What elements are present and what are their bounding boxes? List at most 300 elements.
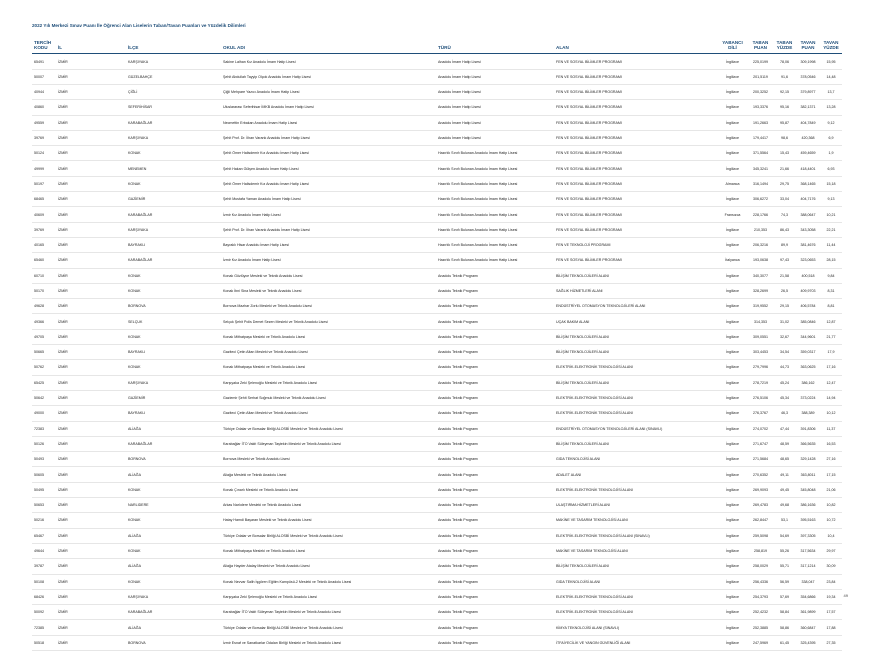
cell-top-score: 309,1998: [796, 54, 820, 69]
cell-school: Gaziteci Çetin Altan Mesleki ve Teknik Anadolu Lisesi: [221, 406, 436, 421]
cell-type: Anadolu Teknik Programı: [436, 559, 554, 574]
cell-top-percent: 17,57: [820, 605, 842, 620]
table-row: [32, 85, 842, 100]
cell-top-score: 361,9899: [796, 605, 820, 620]
table-row: [32, 161, 842, 176]
cell-province: İZMİR: [56, 268, 126, 283]
table-row: [32, 528, 842, 543]
cell-province: İZMİR: [56, 299, 126, 314]
cell-language: İngilizce: [717, 635, 748, 650]
cell-type: Anadolu Teknik Programı: [436, 543, 554, 558]
cell-district: KONAK: [126, 543, 221, 558]
table-row: [32, 222, 842, 237]
col-header-top-percent: TAVAN YÜZDE: [820, 40, 842, 54]
cell-top-score: 360,6847: [796, 620, 820, 635]
cell-base-percent: 21,58: [773, 268, 796, 283]
cell-top-percent: 29,97: [820, 543, 842, 558]
cell-language: İngilizce: [717, 100, 748, 115]
cell-base-score: 247,5969: [748, 635, 773, 650]
cell-school: Şehit Mustafa Yaman Anadolu İmam Hatip Lisesi: [221, 192, 436, 207]
cell-type: Hazırlık Sınıfı Bulunan Anadolu İmam Hatip Lisesi: [436, 176, 554, 191]
cell-language: Almanca: [717, 176, 748, 191]
cell-code: 50126: [32, 436, 56, 451]
table-row: [32, 207, 842, 222]
cell-top-score: 404,7849: [796, 115, 820, 130]
cell-province: İZMİR: [56, 513, 126, 528]
cell-base-percent: 95,16: [773, 100, 796, 115]
cell-school: Şehit Ömer Halisdemir Kız Anadolu İmam Hatip Lisesi: [221, 146, 436, 161]
cell-language: İngilizce: [717, 482, 748, 497]
cell-top-score: 378,0546: [796, 69, 820, 84]
cell-base-percent: 48,59: [773, 436, 796, 451]
cell-code: 49366: [32, 314, 56, 329]
cell-district: BAYRAKLI: [126, 406, 221, 421]
cell-base-percent: 53,1: [773, 513, 796, 528]
table-row: [32, 100, 842, 115]
cell-language: İngilizce: [717, 543, 748, 558]
cell-base-score: 271,6747: [748, 436, 773, 451]
cell-province: İZMİR: [56, 421, 126, 436]
cell-field: BİLİŞİM TEKNOLOJİLERİ ALANI: [554, 329, 717, 344]
cell-top-percent: 10,12: [820, 406, 842, 421]
cell-top-score: 404,7176: [796, 192, 820, 207]
cell-province: İZMİR: [56, 406, 126, 421]
cell-top-score: 379,8977: [796, 85, 820, 100]
cell-province: İZMİR: [56, 360, 126, 375]
table-row: [32, 390, 842, 405]
cell-field: FEN VE SOSYAL BİLİMLER PROGRAMI: [554, 207, 717, 222]
cell-province: İZMİR: [56, 635, 126, 650]
cell-base-score: 252,3885: [748, 620, 773, 635]
cell-field: FEN VE SOSYAL BİLİMLER PROGRAMI: [554, 54, 717, 69]
cell-language: İngilizce: [717, 559, 748, 574]
cell-code: 39787: [32, 559, 56, 574]
table-row: [32, 268, 842, 283]
table-row: [32, 513, 842, 528]
cell-district: BAYRAKLI: [126, 237, 221, 252]
cell-district: ALİAĞA: [126, 620, 221, 635]
cell-district: BORNOVA: [126, 635, 221, 650]
cell-base-score: 328,2699: [748, 283, 773, 298]
cell-base-percent: 78,06: [773, 54, 796, 69]
cell-province: İZMİR: [56, 528, 126, 543]
cell-base-score: 225,0199: [748, 54, 773, 69]
cell-top-percent: 13,28: [820, 100, 842, 115]
cell-language: İngilizce: [717, 268, 748, 283]
cell-district: KARŞIYAKA: [126, 130, 221, 145]
cell-base-percent: 56,59: [773, 574, 796, 589]
cell-top-percent: 23,84: [820, 574, 842, 589]
cell-top-percent: 10,21: [820, 207, 842, 222]
cell-top-score: 345,8048: [796, 482, 820, 497]
cell-province: İZMİR: [56, 100, 126, 115]
cell-school: Konak Mithatpaşa Mesleki ve Teknik Anadolu Lisesi: [221, 360, 436, 375]
cell-code: 40860: [32, 100, 56, 115]
cell-school: Türkiye Odalar ve Borsalar Birliği ALOSBİ Mesleki ve Teknik Anadolu Lisesi: [221, 421, 436, 436]
cell-school: Konak İbni Sina Mesleki ve Teknik Anadolu Lisesi: [221, 283, 436, 298]
cell-base-score: 271,5684: [748, 452, 773, 467]
cell-code: 39769: [32, 130, 56, 145]
cell-base-score: 276,3767: [748, 406, 773, 421]
cell-school: Karabağlar İTO Vakfı Süleyman Taştekin Mesleki ve Teknik Anadolu Lisesi: [221, 605, 436, 620]
cell-field: ENDÜSTRİYEL OTOMASYON TEKNOLOJİLERİ ALANI (SINAVLI): [554, 421, 717, 436]
cell-type: Anadolu Teknik Programı: [436, 482, 554, 497]
cell-code: 50493: [32, 452, 56, 467]
cell-base-score: 270,6352: [748, 467, 773, 482]
table-row: [32, 54, 842, 69]
cell-field: ELEKTRİK-ELEKTRONİK TEKNOLOJİSİ ALANI: [554, 589, 717, 604]
cell-type: Anadolu Teknik Programı: [436, 589, 554, 604]
cell-top-score: 388,389: [796, 406, 820, 421]
cell-base-score: 193,3376: [748, 100, 773, 115]
table-row: [32, 283, 842, 298]
cell-base-percent: 49,45: [773, 482, 796, 497]
cell-top-percent: 15,95: [820, 54, 842, 69]
cell-school: Bornova Mazhar Zorlu Mesleki ve Teknik Anadolu Lisesi: [221, 299, 436, 314]
cell-province: İZMİR: [56, 482, 126, 497]
col-header-top-score: TAVAN PUAN: [796, 40, 820, 54]
cell-top-score: 325,4395: [796, 635, 820, 650]
cell-school: Aliağa Mesleki ve Teknik Anadolu Lisesi: [221, 467, 436, 482]
cell-top-score: 382,1371: [796, 100, 820, 115]
table-row: [32, 253, 842, 268]
cell-base-percent: 45,34: [773, 390, 796, 405]
cell-language: İngilizce: [717, 130, 748, 145]
cell-school: Gaziteci Çetin Altan Mesleki ve Teknik Anadolu Lisesi: [221, 345, 436, 360]
cell-district: GAZİEMİR: [126, 390, 221, 405]
cell-top-percent: 30,09: [820, 559, 842, 574]
cell-top-percent: 11,37: [820, 421, 842, 436]
cell-base-score: 278,7219: [748, 375, 773, 390]
cell-type: Hazırlık Sınıfı Bulunan Anadolu İmam Hatip Lisesi: [436, 161, 554, 176]
cell-province: İZMİR: [56, 192, 126, 207]
cell-code: 50665: [32, 345, 56, 360]
cell-type: Anadolu İmam Hatip Lisesi: [436, 54, 554, 69]
cell-base-percent: 49,11: [773, 467, 796, 482]
cell-school: Konak Mithatpaşa Mesleki ve Teknik Anadolu Lisesi: [221, 543, 436, 558]
cell-field: KİMYA TEKNOLOJİSİ ALANI (SINAVLI): [554, 620, 717, 635]
cell-district: SEFERİHİSAR: [126, 100, 221, 115]
cell-base-percent: 44,73: [773, 360, 796, 375]
cell-base-percent: 74,3: [773, 207, 796, 222]
cell-base-score: 303,4453: [748, 345, 773, 360]
cell-field: ADALET ALANI: [554, 467, 717, 482]
cell-province: İZMİR: [56, 130, 126, 145]
cell-base-score: 345,3241: [748, 161, 773, 176]
cell-base-percent: 55,26: [773, 543, 796, 558]
col-header-code: TERCİH KODU: [32, 40, 56, 54]
cell-type: Anadolu Teknik Programı: [436, 314, 554, 329]
cell-top-percent: 12,47: [820, 375, 842, 390]
cell-language: İngilizce: [717, 192, 748, 207]
cell-code: 50108: [32, 574, 56, 589]
cell-district: ALİAĞA: [126, 528, 221, 543]
cell-base-percent: 33,04: [773, 192, 796, 207]
cell-district: GAZİEMİR: [126, 192, 221, 207]
cell-field: MAKİNE VE TASARIM TEKNOLOJİSİ ALANI: [554, 513, 717, 528]
table-row: [32, 620, 842, 635]
cell-district: ALİAĞA: [126, 421, 221, 436]
cell-field: FEN VE SOSYAL BİLİMLER PROGRAMI: [554, 69, 717, 84]
cell-province: İZMİR: [56, 559, 126, 574]
cell-code: 49000: [32, 406, 56, 421]
cell-language: İngilizce: [717, 436, 748, 451]
table-header-row: [32, 40, 842, 54]
cell-province: İZMİR: [56, 69, 126, 84]
cell-base-percent: 86,43: [773, 222, 796, 237]
cell-school: Aliağa Hayder Atalay Mesleki ve Teknik Anadolu Lisesi: [221, 559, 436, 574]
cell-school: Konak Nevvar Salih İşgören Eğitim Kampüsü-2 Mesleki ve Teknik Anadolu Lisesi: [221, 574, 436, 589]
cell-top-percent: 6,93: [820, 161, 842, 176]
cell-type: Hazırlık Sınıfı Bulunan Anadolu İmam Hatip Lisesi: [436, 237, 554, 252]
cell-province: İZMİR: [56, 146, 126, 161]
table-row: [32, 543, 842, 558]
cell-language: İngilizce: [717, 605, 748, 620]
cell-top-score: 406,5784: [796, 299, 820, 314]
cell-type: Anadolu Teknik Programı: [436, 329, 554, 344]
cell-code: 49628: [32, 299, 56, 314]
cell-district: BORNOVA: [126, 452, 221, 467]
cell-base-score: 371,5564: [748, 146, 773, 161]
cell-school: Uluslararası Seferihisar İMKB Anadolu İmam Hatip Lisesi: [221, 100, 436, 115]
cell-district: KARABAĞLAR: [126, 207, 221, 222]
cell-language: İngilizce: [717, 406, 748, 421]
cell-type: Anadolu Teknik Programı: [436, 605, 554, 620]
cell-school: Bornova Mesleki ve Teknik Anadolu Lisesi: [221, 452, 436, 467]
cell-field: GIDA TEKNOLOJİSİ ALANI: [554, 452, 717, 467]
cell-district: NARLIDERE: [126, 498, 221, 513]
cell-type: Anadolu Teknik Programı: [436, 406, 554, 421]
cell-type: Anadolu Teknik Programı: [436, 574, 554, 589]
cell-base-percent: 91,6: [773, 69, 796, 84]
cell-field: ELEKTRİK-ELEKTRONİK TEKNOLOJİSİ ALANI (SINAVLI): [554, 528, 717, 543]
cell-top-score: 343,3058: [796, 222, 820, 237]
table-row: [32, 467, 842, 482]
table-row: [32, 237, 842, 252]
table-row: [32, 498, 842, 513]
cell-code: 40944: [32, 85, 56, 100]
cell-type: Anadolu Teknik Programı: [436, 299, 554, 314]
cell-language: İngilizce: [717, 345, 748, 360]
cell-base-score: 201,5119: [748, 69, 773, 84]
cell-field: ELEKTRİK-ELEKTRONİK TEKNOLOJİSİ ALANI: [554, 360, 717, 375]
cell-school: Bayraklı Hisar Anadolu İmam Hatip Lisesi: [221, 237, 436, 252]
cell-base-score: 191,2663: [748, 115, 773, 130]
cell-base-score: 269,4783: [748, 498, 773, 513]
cell-base-score: 319,9552: [748, 299, 773, 314]
cell-field: ELEKTRİK-ELEKTRONİK TEKNOLOJİSİ ALANI: [554, 390, 717, 405]
cell-base-percent: 61,45: [773, 635, 796, 650]
cell-base-score: 309,0551: [748, 329, 773, 344]
cell-base-percent: 15,43: [773, 146, 796, 161]
cell-language: İngilizce: [717, 498, 748, 513]
cell-top-percent: 10,72: [820, 513, 842, 528]
cell-top-percent: 15,18: [820, 176, 842, 191]
cell-province: İZMİR: [56, 253, 126, 268]
cell-base-score: 252,4232: [748, 605, 773, 620]
col-header-base-percent: TABAN YÜZDE: [773, 40, 796, 54]
cell-field: BİLİŞİM TEKNOLOJİLERİ ALANI: [554, 345, 717, 360]
cell-district: BORNOVA: [126, 299, 221, 314]
cell-base-score: 276,5106: [748, 390, 773, 405]
cell-language: Fransızca: [717, 207, 748, 222]
cell-top-percent: 17,88: [820, 620, 842, 635]
cell-base-score: 254,3793: [748, 589, 773, 604]
cell-base-score: 193,0638: [748, 253, 773, 268]
cell-type: Anadolu Teknik Programı: [436, 467, 554, 482]
cell-province: İZMİR: [56, 605, 126, 620]
cell-school: Karabağlar İTO Vakfı Süleyman Taştekin Mesleki ve Teknik Anadolu Lisesi: [221, 436, 436, 451]
cell-language: İngilizce: [717, 314, 748, 329]
cell-top-percent: 6,9: [820, 130, 842, 145]
cell-school: Necmettin Erbakan Anadolu İmam Hatip Lisesi: [221, 115, 436, 130]
cell-top-percent: 1,9: [820, 146, 842, 161]
cell-district: SELÇUK: [126, 314, 221, 329]
table-row: [32, 559, 842, 574]
cell-language: İngilizce: [717, 528, 748, 543]
cell-field: İTFAİYECİLİK VE YANGIN GÜVENLİĞİ ALANI: [554, 635, 717, 650]
col-header-type: TÜRÜ: [436, 40, 554, 54]
cell-top-percent: 8,31: [820, 283, 842, 298]
cell-base-score: 274,0702: [748, 421, 773, 436]
cell-district: KARABAĞLAR: [126, 253, 221, 268]
cell-base-percent: 34,54: [773, 345, 796, 360]
cell-province: İZMİR: [56, 329, 126, 344]
cell-field: ENDÜSTRİYEL OTOMASYON TEKNOLOJİLERİ ALANI: [554, 299, 717, 314]
cell-school: Şehit Hakan Gülşen Anadolu İmam Hatip Lisesi: [221, 161, 436, 176]
cell-top-score: 363,0625: [796, 360, 820, 375]
scores-table: [32, 40, 842, 651]
cell-code: 49559: [32, 115, 56, 130]
cell-type: Anadolu Teknik Programı: [436, 528, 554, 543]
cell-type: Anadolu Teknik Programı: [436, 513, 554, 528]
cell-type: Anadolu Teknik Programı: [436, 620, 554, 635]
cell-top-score: 323,0653: [796, 253, 820, 268]
cell-type: Hazırlık Sınıfı Bulunan Anadolu İmam Hatip Lisesi: [436, 207, 554, 222]
cell-top-score: 381,4676: [796, 237, 820, 252]
table-row: [32, 589, 842, 604]
cell-type: Anadolu Teknik Programı: [436, 390, 554, 405]
cell-top-percent: 12,87: [820, 314, 842, 329]
cell-province: İZMİR: [56, 283, 126, 298]
cell-base-percent: 26,5: [773, 283, 796, 298]
table-row: [32, 605, 842, 620]
cell-province: İZMİR: [56, 498, 126, 513]
cell-field: SAĞLIK HİZMETLERİ ALANI: [554, 283, 717, 298]
cell-top-score: 459,4659: [796, 146, 820, 161]
cell-top-percent: 22,21: [820, 222, 842, 237]
cell-code: 50170: [32, 283, 56, 298]
cell-top-percent: 17,15: [820, 467, 842, 482]
cell-field: FEN VE SOSYAL BİLİMLER PROGRAMI: [554, 253, 717, 268]
cell-school: Sakine Lalhan Kız Anadolu İmam Hatip Lisesi: [221, 54, 436, 69]
cell-language: İngilizce: [717, 589, 748, 604]
cell-district: KONAK: [126, 513, 221, 528]
table-row: [32, 345, 842, 360]
cell-district: KARABAĞLAR: [126, 605, 221, 620]
cell-province: İZMİR: [56, 314, 126, 329]
cell-district: MENEMEN: [126, 161, 221, 176]
cell-code: 50762: [32, 360, 56, 375]
cell-top-percent: 27,16: [820, 452, 842, 467]
cell-base-score: 210,353: [748, 222, 773, 237]
col-header-language: YABANCI DİLİ: [717, 40, 748, 54]
cell-school: Hatay Hamdi Başaran Mesleki ve Teknik Anadolu Lisesi: [221, 513, 436, 528]
cell-code: 39769: [32, 222, 56, 237]
cell-type: Hazırlık Sınıfı Bulunan Anadolu İmam Hatip Lisesi: [436, 253, 554, 268]
cell-province: İZMİR: [56, 467, 126, 482]
cell-field: BİLİŞİM TEKNOLOJİLERİ ALANI: [554, 436, 717, 451]
cell-type: Anadolu İmam Hatip Lisesi: [436, 115, 554, 130]
cell-school: Arkas Narlıdere Mesleki ve Teknik Anadolu Lisesi: [221, 498, 436, 513]
cell-language: İngilizce: [717, 390, 748, 405]
cell-code: 49644: [32, 543, 56, 558]
cell-school: İzmir Esnaf ve Sanatkarlar Odaları Birliği Mesleki ve Teknik Anadolu Lisesi: [221, 635, 436, 650]
cell-district: KARABAĞLAR: [126, 115, 221, 130]
cell-type: Anadolu Teknik Programı: [436, 360, 554, 375]
cell-language: İngilizce: [717, 237, 748, 252]
cell-school: Selçuk Şehit Polis Demet Sezen Mesleki ve Teknik Anadolu Lisesi: [221, 314, 436, 329]
table-row: [32, 299, 842, 314]
cell-type: Anadolu Teknik Programı: [436, 345, 554, 360]
cell-code: 68465: [32, 192, 56, 207]
page-number: 49: [843, 593, 848, 598]
cell-type: Anadolu İmam Hatip Lisesi: [436, 85, 554, 100]
cell-field: ELEKTRİK-ELEKTRONİK TEKNOLOJİSİ ALANI: [554, 605, 717, 620]
cell-top-score: 344,9601: [796, 329, 820, 344]
cell-school: Gaziemir Şehit Serhat Soğmuk Mesleki ve Teknik Anadolu Lisesi: [221, 390, 436, 405]
cell-field: MAKİNE VE TASARIM TEKNOLOJİSİ ALANI: [554, 543, 717, 558]
cell-school: Şehit Abdullah Tayyip Olçok Anadolu İmam Hatip Lisesi: [221, 69, 436, 84]
cell-top-percent: 19,34: [820, 589, 842, 604]
cell-base-percent: 98,6: [773, 130, 796, 145]
table-row: [32, 421, 842, 436]
cell-language: İngilizce: [717, 222, 748, 237]
cell-language: İngilizce: [717, 375, 748, 390]
cell-base-percent: 54,69: [773, 528, 796, 543]
cell-field: FEN VE TEKNOLOJİ PROGRAMI: [554, 237, 717, 252]
cell-province: İZMİR: [56, 390, 126, 405]
table-row: [32, 360, 842, 375]
cell-language: İngilizce: [717, 69, 748, 84]
table-row: [32, 406, 842, 421]
cell-language: İngilizce: [717, 513, 748, 528]
cell-language: İngilizce: [717, 115, 748, 130]
cell-base-score: 314,353: [748, 314, 773, 329]
table-row: [32, 482, 842, 497]
cell-base-percent: 21,66: [773, 161, 796, 176]
cell-base-score: 256,4336: [748, 574, 773, 589]
cell-top-percent: 13,7: [820, 85, 842, 100]
cell-top-score: 386,162: [796, 375, 820, 390]
cell-district: KARŞIYAKA: [126, 54, 221, 69]
cell-field: FEN VE SOSYAL BİLİMLER PROGRAMI: [554, 100, 717, 115]
cell-base-percent: 32,67: [773, 329, 796, 344]
cell-school: Türkiye Odalar ve Borsalar Birliği ALOSBİ Mesleki ve Teknik Anadolu Lisesi: [221, 620, 436, 635]
cell-language: İngilizce: [717, 283, 748, 298]
cell-top-score: 397,3305: [796, 528, 820, 543]
cell-top-percent: 8,81: [820, 299, 842, 314]
cell-type: Anadolu Teknik Programı: [436, 635, 554, 650]
cell-district: KONAK: [126, 146, 221, 161]
cell-top-percent: 28,15: [820, 253, 842, 268]
cell-code: 50092: [32, 605, 56, 620]
cell-field: ELEKTRİK-ELEKTRONİK TEKNOLOJİSİ ALANI: [554, 406, 717, 421]
cell-field: FEN VE SOSYAL BİLİMLER PROGRAMI: [554, 130, 717, 145]
table-row: [32, 176, 842, 191]
cell-province: İZMİR: [56, 375, 126, 390]
cell-top-score: 368,1465: [796, 176, 820, 191]
